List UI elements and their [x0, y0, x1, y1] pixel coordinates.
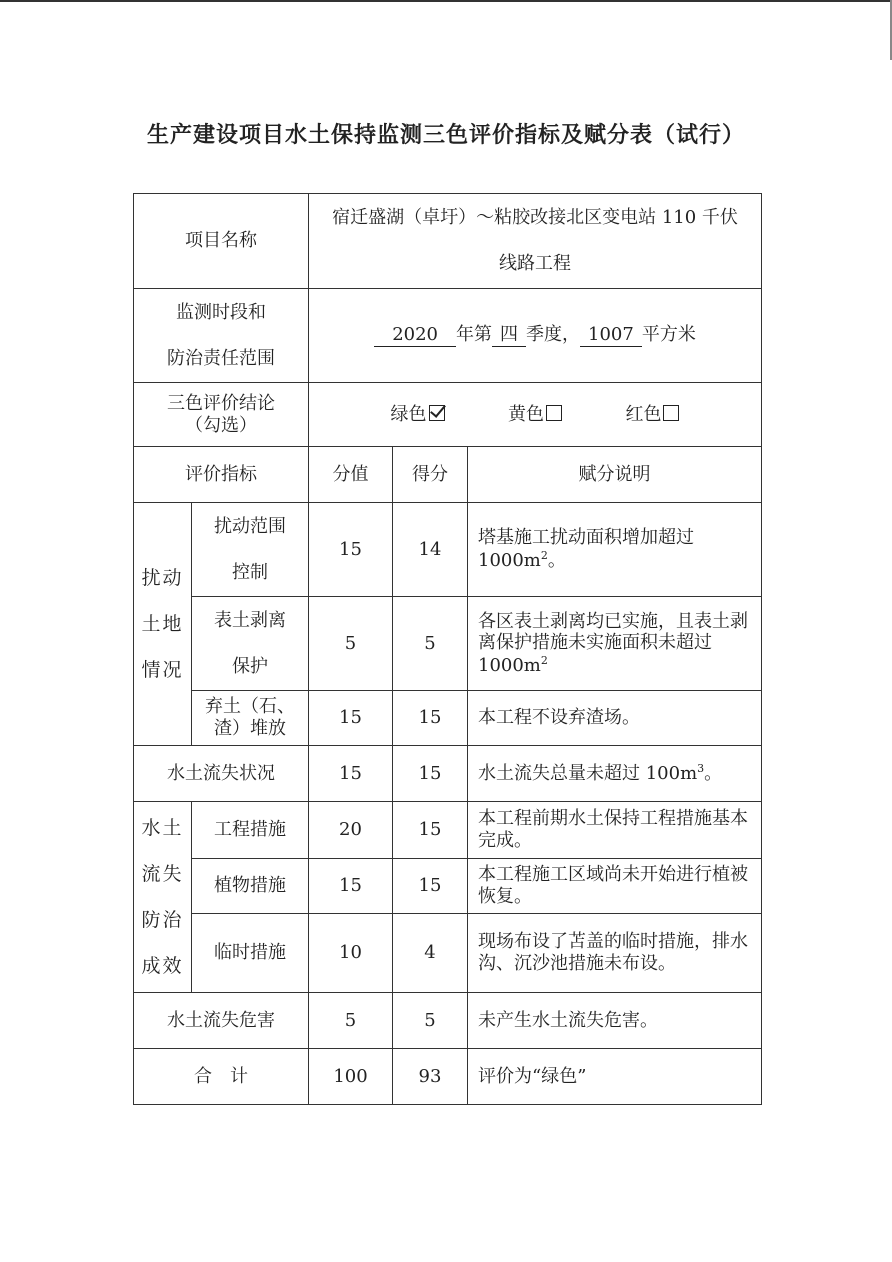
header-row [134, 447, 762, 503]
option-red-label: 红色 [625, 403, 662, 425]
indicator-name: 临时措施 [192, 914, 309, 993]
total-label: 合 计 [134, 1049, 309, 1105]
hazard-label: 水土流失危害 [134, 993, 309, 1049]
group1-label-line2: 土地 [141, 613, 184, 635]
project-value-line2: 线路工程 [499, 253, 572, 274]
score-got: 15 [393, 691, 468, 746]
group1-label-line1: 扰动 [141, 567, 184, 589]
period-label-line1: 监测时段和 [176, 301, 266, 323]
option-green-label: 绿色 [390, 403, 427, 425]
indicator-name [192, 691, 309, 746]
period-area: 1007 [580, 324, 642, 347]
indicator-name [192, 503, 309, 597]
table-row [134, 859, 762, 914]
total-value: 100 [309, 1049, 393, 1105]
period-quarter-suffix: 季度， [526, 324, 581, 346]
project-row [134, 194, 762, 289]
score-got: 5 [393, 993, 468, 1049]
header-indicator: 评价指标 [134, 447, 309, 503]
indicator-name-line2: 渣）堆放 [214, 718, 286, 739]
period-area-unit: 平方米 [641, 324, 696, 346]
score-note-sup: 2 [540, 549, 548, 562]
table-row [134, 914, 762, 993]
header-score-value: 分值 [309, 447, 393, 503]
score-got: 15 [393, 746, 468, 802]
group2-label-line1: 水土 [141, 817, 184, 839]
indicator-name-line2: 控制 [232, 561, 268, 583]
score-note: 现场布设了苫盖的临时措施，排水沟、沉沙池措施未布设。 [468, 914, 762, 993]
score-value: 15 [309, 746, 393, 802]
erosion-row [134, 746, 762, 802]
score-value: 5 [309, 993, 393, 1049]
table-row [134, 597, 762, 691]
conclusion-label-line1: 三色评价结论 [167, 392, 275, 414]
score-note [468, 746, 762, 802]
score-note: 未产生水土流失危害。 [468, 993, 762, 1049]
indicator-name-line1: 扰动范围 [214, 515, 286, 537]
score-value: 10 [309, 914, 393, 993]
header-score-got: 得分 [393, 447, 468, 503]
table-row [134, 802, 762, 859]
group2-label-line2: 流失 [141, 863, 184, 885]
score-value: 15 [309, 691, 393, 746]
indicator-name-line2: 保护 [232, 655, 268, 677]
page-top-border [0, 0, 892, 2]
period-label [134, 289, 309, 383]
project-label: 项目名称 [134, 194, 309, 289]
table-row [134, 503, 762, 597]
score-got: 14 [393, 503, 468, 597]
score-note-sup: 3 [697, 762, 705, 776]
group1-label-line3: 情况 [141, 659, 184, 681]
score-got: 4 [393, 914, 468, 993]
conclusion-label [134, 383, 309, 447]
hazard-row [134, 993, 762, 1049]
group2-label-line4: 成效 [141, 955, 184, 977]
score-value: 15 [309, 503, 393, 597]
score-note-text: 水土流失总量未超过 100m [478, 763, 698, 785]
indicator-name: 工程措施 [192, 802, 309, 859]
option-yellow-checkbox[interactable] [546, 405, 562, 421]
group2-label [134, 802, 192, 993]
group1-label [134, 503, 192, 746]
score-note [468, 597, 762, 691]
score-got: 15 [393, 859, 468, 914]
period-value [309, 289, 762, 383]
score-note-tail: 。 [704, 763, 723, 785]
group2-label-line3: 防治 [141, 909, 184, 931]
page-title: 生产建设项目水土保持监测三色评价指标及赋分表（试行） [146, 123, 745, 148]
project-value [309, 194, 762, 289]
period-year: 2020 [374, 324, 456, 347]
table-row [134, 691, 762, 746]
indicator-name: 植物措施 [192, 859, 309, 914]
score-note: 本工程施工区域尚未开始进行植被恢复。 [468, 859, 762, 914]
period-quarter: 四 [492, 324, 526, 347]
conclusion-row [134, 383, 762, 447]
score-got: 5 [393, 597, 468, 691]
project-value-line1: 宿迁盛湖（卓圩）～粘胶改接北区变电站 110 千伏 [332, 207, 738, 228]
score-note: 本工程前期水土保持工程措施基本完成。 [468, 802, 762, 859]
erosion-label: 水土流失状况 [134, 746, 309, 802]
conclusion-label-line2: （勾选） [185, 414, 257, 436]
total-note: 评价为“绿色” [468, 1049, 762, 1105]
option-red-checkbox[interactable] [663, 405, 679, 421]
score-note-text: 塔基施工扰动面积增加超过 1000m [478, 527, 694, 571]
score-note [468, 503, 762, 597]
total-row [134, 1049, 762, 1105]
score-got: 15 [393, 802, 468, 859]
score-value: 5 [309, 597, 393, 691]
indicator-name-line1: 表土剥离 [214, 609, 286, 631]
period-row [134, 289, 762, 383]
period-label-line2: 防治责任范围 [167, 347, 275, 369]
indicator-name-line1: 弃土（石、 [205, 696, 295, 718]
evaluation-table [133, 193, 762, 1105]
score-value: 15 [309, 859, 393, 914]
score-value: 20 [309, 802, 393, 859]
period-year-suffix: 年第 [456, 324, 493, 346]
total-score: 93 [393, 1049, 468, 1105]
score-note-sup: 2 [540, 653, 548, 667]
score-note: 本工程不设弃渣场。 [468, 691, 762, 746]
indicator-name [192, 597, 309, 691]
header-explanation: 赋分说明 [468, 447, 762, 503]
conclusion-options [309, 383, 762, 447]
option-yellow-label: 黄色 [508, 403, 545, 425]
score-note-text: 各区表土剥离均已实施，且表土剥离保护措施未实施面积未超过 1000m [478, 610, 748, 676]
option-green-checkbox[interactable] [429, 405, 445, 421]
score-note-tail: 。 [547, 550, 566, 571]
